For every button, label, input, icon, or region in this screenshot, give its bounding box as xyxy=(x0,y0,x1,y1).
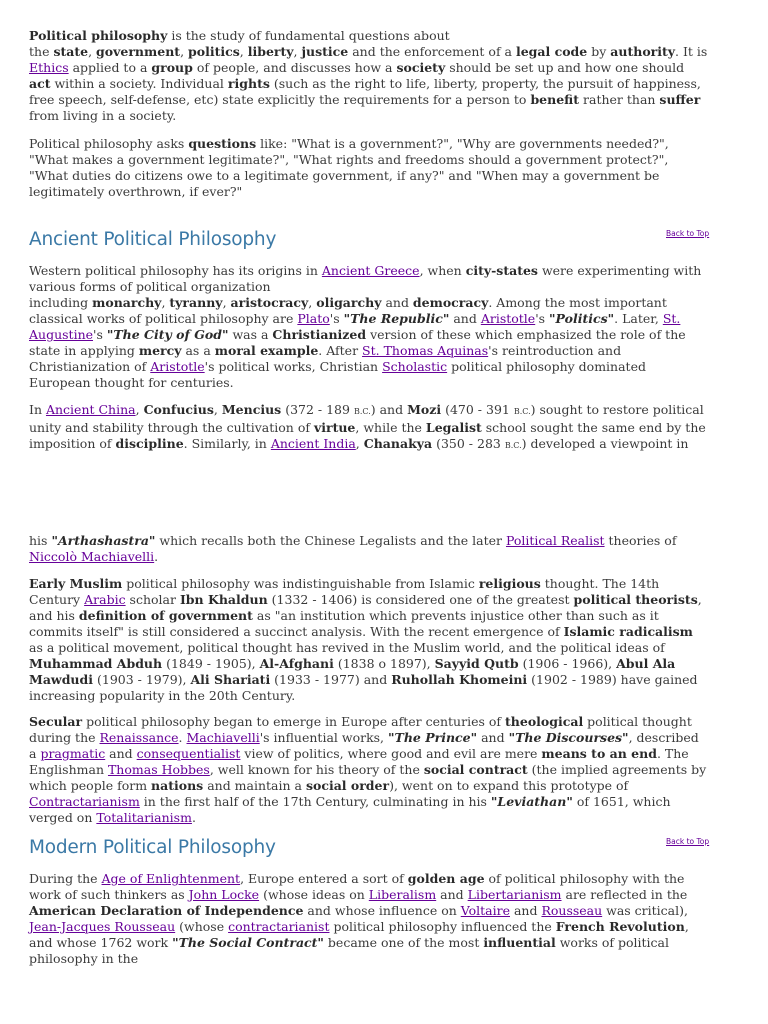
key-term: act xyxy=(29,76,51,91)
inline-link[interactable]: Renaissance xyxy=(99,730,179,745)
key-term: liberty xyxy=(247,44,294,59)
key-term: democracy xyxy=(412,295,489,310)
key-term: society xyxy=(396,60,446,75)
key-term: tyranny xyxy=(169,295,223,310)
key-term: city-states xyxy=(465,263,538,278)
inline-link[interactable]: Rousseau xyxy=(541,903,603,918)
key-term: legal code xyxy=(515,44,588,59)
era-abbr: B.C. xyxy=(504,441,522,450)
key-term: questions xyxy=(188,136,257,151)
key-term: social contract xyxy=(423,762,528,777)
era-abbr: B.C. xyxy=(353,407,371,416)
key-term: Sayyid Qutb xyxy=(434,656,519,671)
inline-link[interactable]: Libertarianism xyxy=(467,887,562,902)
key-term: Ali Shariati xyxy=(190,672,271,687)
secular-paragraph: Secular political philosophy began to emerge in Europe after centuries of theological political thought during the Renaissance. Machiavelli's influential works, "The Prince" and "The Discourses", described a pragmatic and consequentialist view of politics, where good and evil are mere means to an end. The Englishman Thomas Hobbes, well known for his theory of the social contract (the implied agreements by which people form nations and maintain a social order), went on to expand this prototype of Contractarianism in the first half of the 17th Century, culminating in his "Leviathan" of 1651, which verged on Totalitarianism. xyxy=(29,714,707,825)
key-term: religious xyxy=(478,576,541,591)
work-title: "The Republic" xyxy=(343,311,450,326)
key-term: government xyxy=(96,44,181,59)
key-term: Secular xyxy=(29,714,83,729)
inline-link[interactable]: Voltaire xyxy=(460,903,510,918)
inline-link[interactable]: Niccolò Machiavelli xyxy=(29,549,155,564)
inline-link[interactable]: consequentialist xyxy=(136,746,241,761)
key-term: oligarchy xyxy=(316,295,382,310)
key-term: rights xyxy=(227,76,270,91)
key-term: group xyxy=(151,60,193,75)
ancient-section-heading: Ancient Political Philosophy xyxy=(29,229,277,250)
key-term: mercy xyxy=(138,343,182,358)
key-term: state xyxy=(53,44,89,59)
inline-link[interactable]: Plato xyxy=(297,311,330,326)
work-title: "The Discourses" xyxy=(508,730,629,745)
key-term: Chanakya xyxy=(363,436,433,451)
key-term: French Revolution xyxy=(555,919,685,934)
key-term: golden age xyxy=(407,871,485,886)
key-term: Islamic radicalism xyxy=(563,624,693,639)
ancient-paragraph-2-continued: his "Arthashastra" which recalls both the Chinese Legalists and the later Political Realist theories of Niccolò Machiavelli. xyxy=(29,533,677,564)
key-term: authority xyxy=(610,44,676,59)
work-title: "Leviathan" xyxy=(490,794,573,809)
key-term: Early Muslim xyxy=(29,576,123,591)
inline-link[interactable]: Ancient India xyxy=(270,436,356,451)
key-term: Al-Afghani xyxy=(259,656,334,671)
inline-link[interactable]: Aristotle xyxy=(480,311,536,326)
work-title: "The City of God" xyxy=(106,327,229,342)
modern-paragraph: During the Age of Enlightenment, Europe entered a sort of golden age of political philosophy with the work of such thinkers as John Locke (whose ideas on Liberalism and Libertarianism are reflected in the American Declaration of Independence and whose influence on Voltaire and Rousseau was critical), Jean-Jacques Rousseau (whose contractarianist political philosophy influenced the French Revolution, and whose 1762 work "The Social Contract" became one of the most influential works of political philosophy in the xyxy=(29,871,689,966)
key-term: American Declaration of Independence xyxy=(29,903,304,918)
inline-link[interactable]: Ancient Greece xyxy=(321,263,420,278)
ancient-paragraph-2: In Ancient China, Confucius, Mencius (372 - 189 B.C.) and Mozi (470 - 391 B.C.) sought to restore political unity and stability through the cultivation of virtue, while the Legalist school sought the same end by the imposition of discipline. Similarly, in Ancient India, Chanakya (350 - 283 B.C.) developed a viewpoint in xyxy=(29,402,706,451)
inline-link[interactable]: Age of Enlightenment xyxy=(101,871,241,886)
key-term: politics xyxy=(188,44,240,59)
work-title: "The Social Contract" xyxy=(172,935,324,950)
key-term: Mozi xyxy=(407,402,442,417)
key-term: Abul Ala Mawdudi xyxy=(29,656,676,687)
inline-link[interactable]: John Locke xyxy=(188,887,260,902)
inline-link[interactable]: St. Augustine xyxy=(29,311,681,342)
key-term: monarchy xyxy=(92,295,162,310)
inline-link[interactable]: Ancient China xyxy=(45,402,136,417)
key-term: suffer xyxy=(659,92,701,107)
key-term: discipline xyxy=(115,436,184,451)
era-abbr: B.C. xyxy=(513,407,531,416)
key-term: Ibn Khaldun xyxy=(179,592,268,607)
key-term: virtue xyxy=(313,420,356,435)
key-term: theological xyxy=(505,714,584,729)
key-term: Confucius xyxy=(143,402,214,417)
inline-link[interactable]: Jean-Jacques Rousseau xyxy=(29,919,176,934)
inline-link[interactable]: Machiavelli xyxy=(186,730,260,745)
inline-link[interactable]: Aristotle xyxy=(150,359,205,374)
work-title: "Arthashastra" xyxy=(51,533,156,548)
key-term: political theorists xyxy=(573,592,698,607)
inline-link[interactable]: Contractarianism xyxy=(29,794,140,809)
key-term: nations xyxy=(151,778,204,793)
key-term: social order xyxy=(305,778,390,793)
intro-paragraph-2: Political philosophy asks questions like: "What is a government?", "Why are governments needed?", "What makes a government legitimate?", "What rights and freedoms should a government protect?", "What duties do citizens owe to a legitimate government, if any?" and "When may a government be legitimately overthrown, if ever?" xyxy=(29,136,669,199)
inline-link[interactable]: pragmatic xyxy=(40,746,106,761)
back-to-top-link[interactable]: Back to Top xyxy=(666,837,710,846)
key-term: Mencius xyxy=(221,402,282,417)
inline-link[interactable]: Liberalism xyxy=(368,887,437,902)
inline-link[interactable]: Arabic xyxy=(84,592,126,607)
key-term: moral example xyxy=(214,343,319,358)
key-term: Ruhollah Khomeini xyxy=(391,672,528,687)
key-term: Muhammad Abduh xyxy=(29,656,163,671)
inline-link[interactable]: Political Realist xyxy=(505,533,605,548)
key-term: Legalist xyxy=(425,420,482,435)
intro-paragraph-1: Political philosophy is the study of fundamental questions about the state, government, politics, liberty, justice and the enforcement of a legal code by authority. It is Ethics applied to a group of people, and discusses how a society should be set up and how one should act within a society. Individual rights (such as the right to life, liberty, property, the pursuit of happiness, free speech, self-defense, etc) state explicitly the requirements for a person to benefit rather than suffer from living in a society. xyxy=(29,28,708,123)
key-term: definition of government xyxy=(78,608,253,623)
inline-link[interactable]: Totalitarianism xyxy=(96,810,192,825)
inline-link[interactable]: Scholastic xyxy=(382,359,448,374)
key-term: benefit xyxy=(530,92,580,107)
inline-link[interactable]: Thomas Hobbes xyxy=(107,762,210,777)
key-term: aristocracy xyxy=(230,295,309,310)
key-term: Christianized xyxy=(272,327,367,342)
back-to-top-link[interactable]: Back to Top xyxy=(666,229,710,238)
work-title: "Politics" xyxy=(549,311,615,326)
work-title: "The Prince" xyxy=(388,730,478,745)
key-term: Political philosophy xyxy=(29,28,168,43)
key-term: means to an end xyxy=(541,746,657,761)
modern-section-heading: Modern Political Philosophy xyxy=(29,837,276,858)
ancient-paragraph-1: Western political philosophy has its origins in Ancient Greece, when city-states were experimenting with various forms of political organization including monarchy, tyranny, aristocracy, oligarchy and democracy. Among the most important classical works of political philosophy are Plato's "The Republic" and Aristotle's "Politics". Later, St. Augustine's "The City of God" was a Christianized version of these which emphasized the role of the state in applying mercy as a moral example. After St. Thomas Aquinas's reintroduction and Christianization of Aristotle's political works, Christian Scholastic political philosophy dominated European thought for centuries. xyxy=(29,263,702,390)
key-term: influential xyxy=(483,935,556,950)
muslim-paragraph: Early Muslim political philosophy was indistinguishable from Islamic religious thought. The 14th Century Arabic scholar Ibn Khaldun (1332 - 1406) is considered one of the greatest political theorists, and his definition of government as "an institution which prevents injustice other than such as it commits itself" is still considered a succinct analysis. With the recent emergence of Islamic radicalism as a political movement, political thought has revived in the Muslim world, and the political ideas of Muhammad Abduh (1849 - 1905), Al-Afghani (1838 o 1897), Sayyid Qutb (1906 - 1966), Abul Ala Mawdudi (1903 - 1979), Ali Shariati (1933 - 1977) and Ruhollah Khomeini (1902 - 1989) have gained increasing popularity in the 20th Century. xyxy=(29,576,702,703)
key-term: justice xyxy=(301,44,349,59)
inline-link[interactable]: St. Thomas Aquinas xyxy=(362,343,489,358)
inline-link[interactable]: contractarianist xyxy=(228,919,330,934)
inline-link[interactable]: Ethics xyxy=(29,60,69,75)
